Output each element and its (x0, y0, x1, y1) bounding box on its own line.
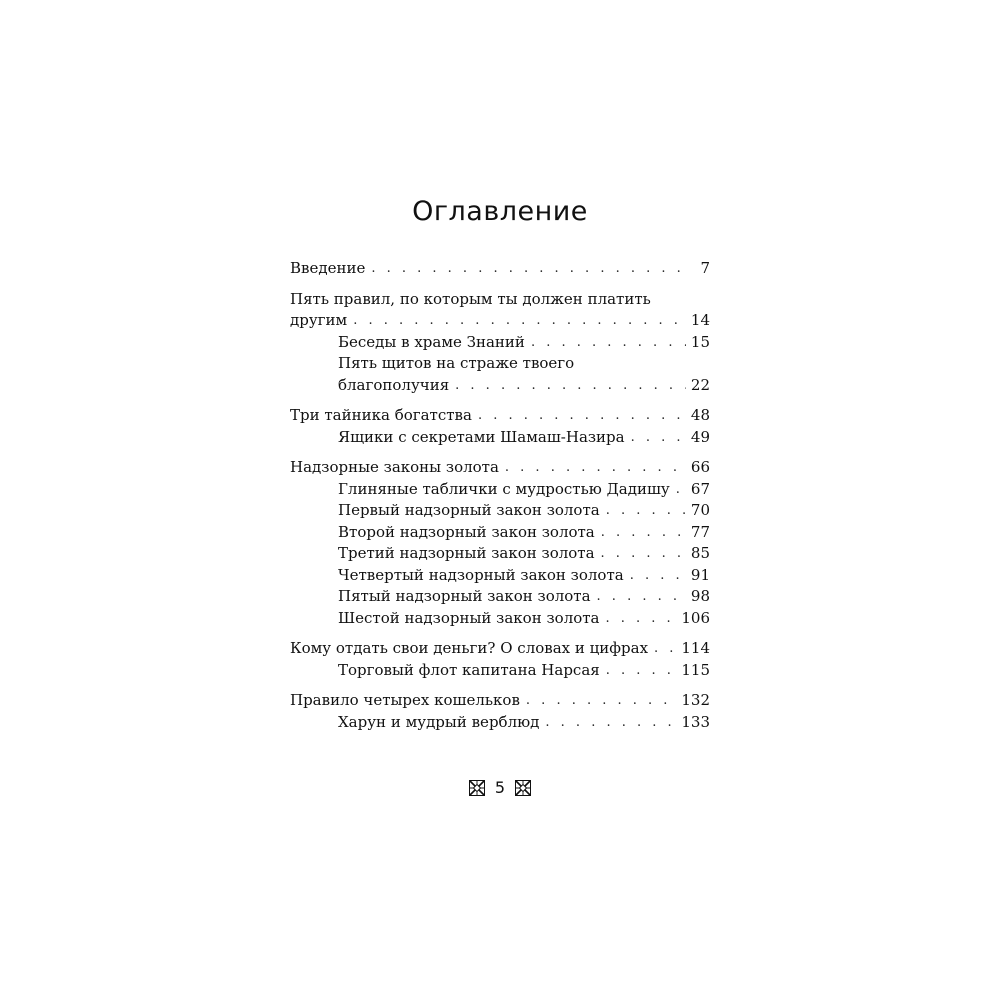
toc-entry-title: Три тайника богатства (290, 406, 472, 424)
toc-page-number: 98 (690, 587, 710, 605)
dot-leader (597, 586, 686, 608)
toc-entry-besedy[interactable] (290, 332, 710, 354)
toc-entry-pervyi[interactable] (290, 500, 710, 522)
toc-entry-title: Пятый надзорный закон золота (338, 587, 591, 605)
page-number: 5 (494, 778, 506, 797)
toc-entry-title: Надзорные законы золота (290, 458, 499, 476)
dot-leader (630, 565, 686, 587)
toc-entry-title: Харун и мудрый верблюд (338, 712, 540, 731)
toc-entry-title: Ящики с секретами Шамаш-Назира (338, 427, 625, 446)
toc-page-number: 70 (690, 501, 710, 519)
toc-page-number: 67 (690, 479, 710, 498)
toc-page-number: 14 (690, 311, 710, 329)
toc-entry-title: Глиняные таблички с мудростью Дадишу (338, 479, 670, 498)
page-footer (0, 778, 1000, 797)
toc-entry-nadzornye[interactable] (290, 457, 710, 479)
toc-entry-title: благополучия (338, 375, 450, 394)
toc-page-number: 7 (700, 259, 710, 277)
table-of-contents (290, 258, 710, 733)
toc-entry-pyatyi[interactable] (290, 586, 710, 608)
toc-entry-harun[interactable] (290, 712, 710, 734)
toc-page-number: 66 (690, 458, 710, 476)
toc-entry-title: Четвертый надзорный закон золота (338, 565, 624, 584)
dot-leader (676, 479, 686, 501)
toc-page-number: 77 (690, 522, 710, 541)
dot-leader (654, 638, 677, 660)
toc-page-number: 49 (690, 427, 710, 446)
dot-leader (371, 258, 686, 280)
diamond-cross-icon (515, 780, 531, 796)
toc-page-number: 15 (690, 332, 710, 351)
toc-page-number: 106 (681, 608, 710, 627)
dot-leader (526, 690, 677, 712)
toc-page-number: 133 (681, 712, 710, 731)
toc-page-number: 114 (681, 639, 710, 657)
toc-entry-tri-tainika[interactable] (290, 405, 710, 427)
toc-entry-glinyanye[interactable] (290, 479, 710, 501)
dot-leader (606, 500, 686, 522)
toc-entry-pyat-shchitov-line1[interactable]: Пять щитов на страже твоего (338, 354, 575, 372)
toc-entry-komu-otdat[interactable] (290, 638, 710, 660)
toc-entry-vtoroi[interactable] (290, 522, 710, 544)
toc-entry-tretii[interactable] (290, 543, 710, 565)
toc-entry-title: Торговый флот капитана Нарсая (338, 660, 600, 679)
toc-entry-pravilo[interactable] (290, 690, 710, 712)
toc-entry-title: Шестой надзорный закон золота (338, 608, 600, 627)
toc-entry-pyat-pravil[interactable] (290, 310, 710, 332)
dot-leader (531, 332, 686, 354)
toc-page-number: 85 (690, 544, 710, 562)
dot-leader (478, 405, 686, 427)
toc-entry-title: Кому отдать свои деньги? О словах и цифрах (290, 639, 649, 657)
dot-leader (545, 712, 677, 734)
dot-leader (606, 608, 678, 630)
dot-leader (601, 543, 686, 565)
toc-entry-title: другим (290, 311, 348, 329)
dot-leader (606, 660, 678, 682)
dot-leader (505, 457, 686, 479)
dot-leader (353, 310, 686, 332)
toc-entry-title: Первый надзорный закон золота (338, 501, 600, 519)
dot-leader (601, 522, 686, 544)
dot-leader (455, 375, 686, 397)
toc-page-number: 48 (690, 406, 710, 424)
toc-entry-shestoi[interactable] (290, 608, 710, 630)
toc-page-number: 132 (681, 691, 710, 709)
toc-entry-yashchiki[interactable] (290, 427, 710, 449)
toc-entry-title: Беседы в храме Знаний (338, 332, 525, 351)
toc-page-number: 22 (690, 375, 710, 394)
toc-entry-pyat-pravil-line1[interactable]: Пять правил, по которым ты должен платить (290, 289, 651, 308)
toc-entry-title: Введение (290, 259, 366, 277)
toc-entry-chetvertyi[interactable] (290, 565, 710, 587)
toc-entry-title: Второй надзорный закон золота (338, 522, 595, 541)
toc-entry-title: Правило четырех кошельков (290, 691, 520, 709)
dot-leader (631, 427, 686, 449)
toc-entry-pyat-shchitov[interactable] (290, 375, 710, 397)
toc-page-number: 115 (681, 660, 710, 679)
toc-entry-title: Третий надзорный закон золота (338, 544, 595, 562)
toc-entry-vvedenie[interactable] (290, 258, 710, 280)
page-title: Оглавление (412, 196, 588, 227)
toc-page-number: 91 (690, 565, 710, 584)
toc-entry-torgovyi[interactable] (290, 660, 710, 682)
diamond-cross-icon (469, 780, 485, 796)
